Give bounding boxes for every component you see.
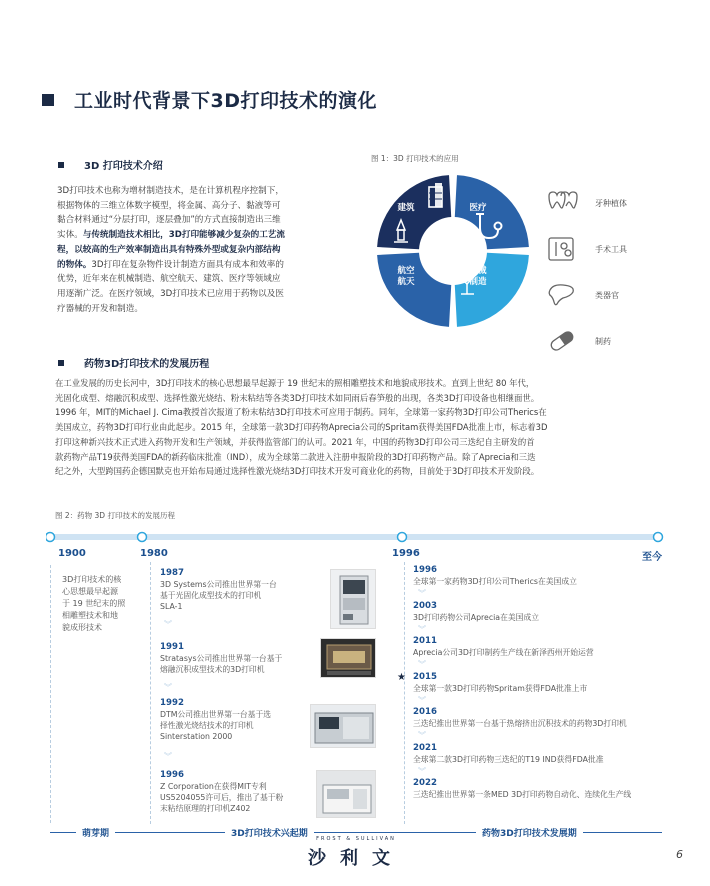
event-year: 2016 (413, 707, 437, 717)
footer-brand-small: FROST & SULLIVAN (316, 836, 396, 842)
organ-icon (545, 282, 579, 308)
timeline-label-now: 至今 (642, 552, 662, 563)
text-span: 实体。 (57, 230, 83, 241)
phase1-line: 相雕塑技术和地 (62, 611, 118, 620)
app-item-organ (545, 280, 627, 310)
event-text: 3D Systems公司推出世界第一台 (160, 580, 277, 589)
paragraph-line: 优势，近年来在机械制造、航空航天、建筑、医疗等领域应 (57, 274, 281, 285)
ring-label: 航天 (397, 277, 415, 287)
mid-event (160, 568, 300, 612)
timeline-node (398, 533, 407, 542)
right-event (413, 601, 663, 623)
chevron-down-icon: ︾ (418, 589, 426, 598)
event-text: Stratasys公司推出世界第一台基于 (160, 654, 283, 663)
event-text: 末粘结原理的打印机Z402 (160, 804, 251, 813)
app-item-pharma (545, 326, 627, 356)
timeline-node (654, 533, 663, 542)
paragraph-line: 纪之外，大型跨国药企德国默克也开始布局通过选择性激光烧结3D打印技术开发可商业化的药物，目前处于3D打印技术开发阶段。 (55, 466, 540, 477)
text-span: 3D打印在复杂物件设计制造方面具有成本和效率的 (91, 259, 284, 270)
phase-divider (150, 562, 151, 824)
ring-segment (455, 253, 529, 327)
right-event (413, 565, 663, 587)
paragraph-line: 黏合材料通过“分层打印，逐层叠加”的方式直接制造出三维 (57, 215, 281, 226)
ring-label: 机械 (469, 266, 487, 276)
chevron-down-icon: ︾ (164, 752, 172, 761)
event-year: 2015 (413, 671, 437, 682)
paragraph-line: 1996 年，MIT的Michael J. Cima教授首次报道了粉末粘结3D打印技术可应用于制药。同年，全球第一家药物3D打印公司Therics在 (55, 407, 547, 418)
event-text: 全球第一家药物3D打印公司Therics在美国成立 (413, 577, 577, 586)
event-year: 1991 (160, 642, 184, 652)
section1-title: 3D 打印技术介绍 (84, 161, 163, 172)
printer-photo-stratasys (320, 638, 376, 678)
event-year: 2021 (413, 742, 437, 753)
paragraph-line: 美国成立，药物3D打印行业由此起步。2015 年，全球第一款3D打印药物Aprecia公司的Spritam获得美国FDA批准上市，标志着3D (55, 422, 548, 433)
event-text: DTM公司推出世界第一台基于选 (160, 710, 272, 719)
event-text: Aprecia公司3D打印制药生产线在新泽西州开始运营 (413, 648, 594, 657)
event-year: 2011 (413, 636, 437, 646)
page-title: 工业时代背景下3D打印技术的演化 (74, 90, 377, 112)
event-year: 2022 (413, 778, 437, 788)
phase-label-drug-dev: 药物3D打印技术发展期 (476, 826, 583, 839)
footer-logo (296, 836, 416, 870)
paragraph-line: 款药物产品T19获得美国FDA的新药临床批准（IND），成为全球第二款进入注册申报阶段的3D打印药物产品。除了Aprecia和三迭 (55, 451, 536, 462)
paragraph-line: 用逐渐广泛。在医疗领域，3D打印技术已应用于药物以及医 (57, 288, 284, 299)
star-icon: ★ (397, 672, 406, 683)
chevron-down-icon: ︾ (164, 683, 172, 692)
page-number: 6 (676, 848, 683, 861)
phase1-description (62, 574, 142, 634)
ring-label: 航空 (397, 266, 415, 276)
timeline-label-1900: 1900 (58, 548, 86, 559)
event-year: 2003 (413, 600, 437, 611)
event-text: 基于光固化成型技术的打印机 (160, 591, 262, 600)
right-event (413, 672, 663, 694)
ring-label: 制造 (469, 277, 487, 287)
event-text: 熔融沉积成型技术的3D打印机 (160, 665, 265, 674)
event-text: 全球第一款3D打印药物Spritam获得FDA批准上市 (413, 683, 588, 693)
section-bullet-icon (58, 360, 64, 366)
mid-event (160, 770, 300, 814)
applications-list (545, 188, 627, 372)
phase1-line: 心思想最早起源 (62, 587, 118, 596)
chevron-down-icon: ︾ (418, 731, 426, 740)
printer-photo-sinterstation (310, 704, 376, 748)
event-text: SLA-1 (160, 602, 183, 611)
ring-label: 医疗 (469, 203, 487, 213)
event-text: 3D打印药物公司Aprecia在美国成立 (413, 612, 540, 622)
paragraph-line: 根据物体的三维立体数字模型，将金属、高分子、黏液等可 (57, 200, 281, 211)
paragraph-line (57, 243, 357, 258)
phase-divider (50, 565, 51, 823)
event-year: 1987 (160, 568, 184, 578)
surgical-tools-icon (545, 236, 579, 262)
page-title-row (42, 86, 377, 113)
ring-segment (377, 253, 451, 327)
bold-text: 程，以较高的生产效率制造出具有特殊外型或复杂内部结构 (57, 244, 281, 255)
applications-ring-diagram (368, 170, 538, 332)
bold-text: 的物体。 (57, 259, 92, 270)
section2-title: 药物3D打印技术的发展历程 (84, 359, 210, 370)
timeline-bar (46, 530, 666, 546)
paragraph-line (57, 228, 357, 243)
chevron-down-icon: ︾ (418, 766, 426, 776)
phase1-line: 3D打印技术的核 (62, 575, 122, 584)
footer-brand: 沙利文 (308, 848, 404, 869)
timeline-node (138, 533, 147, 542)
section-bullet-icon (58, 162, 64, 168)
title-bullet-icon (42, 94, 54, 106)
phase-divider (404, 562, 405, 824)
paragraph-line (57, 258, 357, 273)
ring-label: 建筑 (397, 203, 415, 213)
app-item-teeth (545, 188, 627, 218)
right-event (413, 778, 663, 800)
event-text: US5204055许可后，推出了基于粉 (160, 793, 284, 802)
section2-paragraph (55, 376, 675, 479)
event-year: 1996 (160, 770, 184, 780)
right-event (413, 707, 663, 729)
teeth-icon (545, 190, 579, 216)
app-label: 类器官 (595, 290, 619, 300)
app-label: 制药 (595, 336, 611, 346)
section1-paragraph (57, 184, 357, 316)
bold-text: 与传统制造技术相比，3D打印能够减少复杂的工艺流 (82, 230, 285, 241)
event-text: 三迭纪推出世界第一台基于热熔挤出沉积技术的药物3D打印机 (413, 719, 627, 728)
event-year: 1996 (413, 565, 437, 575)
mid-event (160, 642, 300, 675)
app-item-surgical-tools (545, 234, 627, 264)
phase1-line: 貌成形技术 (62, 623, 102, 632)
figure2-caption: 图 2：药物 3D 打印技术的发展历程 (55, 511, 175, 520)
chevron-down-icon: ︾ (164, 620, 172, 629)
chevron-down-icon: ︾ (418, 660, 426, 669)
event-text: 三迭纪推出世界第一条MED 3D打印药物自动化、连续化生产线 (413, 790, 632, 799)
pill-icon (545, 328, 579, 354)
right-event (413, 743, 663, 765)
figure1-caption: 图 1：3D 打印技术的应用 (371, 154, 459, 163)
paragraph-line: 光固化成型、熔融沉积成型、选择性激光烧结、粉末粘结等各类3D打印技术如同雨后春笋般的出现，各类3D打印设备也相继面世。 (55, 392, 540, 403)
event-year: 1992 (160, 698, 184, 708)
section1-heading (58, 157, 163, 172)
printer-photo-sla1 (330, 569, 376, 629)
paragraph-line: 在工业发展的历史长河中，3D打印技术的核心思想最早起源于 19 世纪末的照相雕塑技术和地貌成形技术。直到上世纪 80 年代， (55, 378, 535, 388)
chevron-down-icon: ︾ (418, 695, 426, 705)
event-text: 择性激光烧结技术的打印机 (160, 721, 254, 730)
printer-photo-z402 (316, 770, 376, 818)
paragraph-line: 打印这种新兴技术正式进入药物开发和生产领域，并获得监管部门的认可。2021 年，中国的药物3D打印公司三迭纪自主研发的首 (55, 436, 535, 447)
mid-event (160, 698, 300, 742)
section2-heading (58, 355, 209, 370)
paragraph-line: 3D打印技术也称为增材制造技术，是在计算机程序控制下， (57, 186, 284, 196)
timeline-label-1996: 1996 (392, 548, 420, 559)
timeline-label-1980: 1980 (140, 548, 168, 559)
event-text: Z Corporation在获得MIT专利 (160, 782, 267, 791)
app-label: 牙种植体 (595, 198, 627, 208)
event-text: 全球第二款3D打印药物三迭纪的T19 IND获得FDA批准 (413, 754, 604, 764)
timeline-node (46, 533, 55, 542)
phase-label-germination: 萌芽期 (76, 826, 115, 839)
chevron-down-icon: ︾ (418, 624, 426, 634)
app-label: 手术工具 (595, 244, 627, 254)
event-text: Sinterstation 2000 (160, 732, 233, 741)
paragraph-line: 疗器械的开发和制造。 (57, 303, 143, 314)
phase1-line: 于 19 世纪末的照 (62, 599, 126, 608)
phase-label-rise: 3D打印技术兴起期 (225, 826, 314, 839)
right-event (413, 636, 663, 658)
